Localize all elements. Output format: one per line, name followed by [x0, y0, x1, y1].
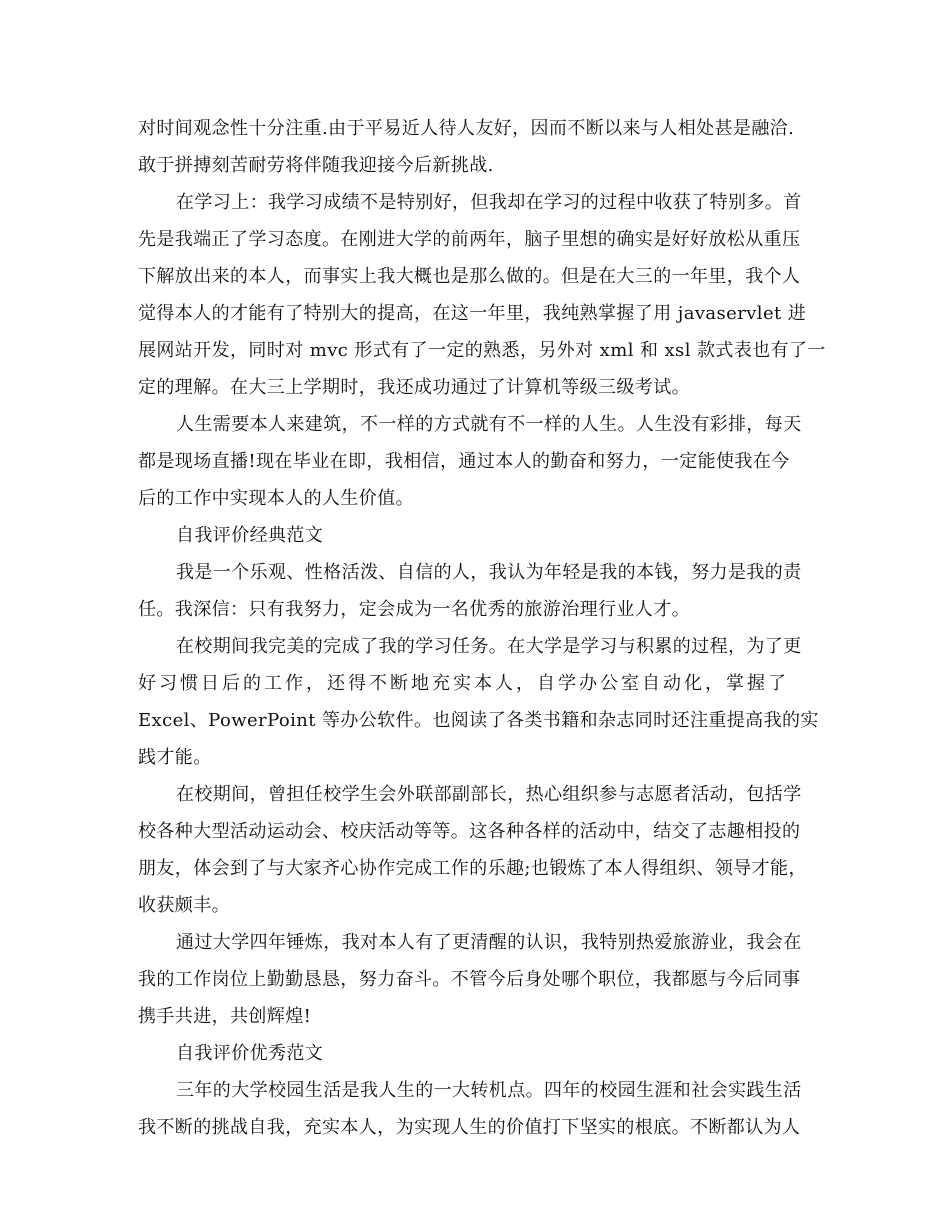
- text-line: 定的理解。在大三上学期时，我还成功通过了计算机等级三级考试。: [138, 377, 690, 398]
- text-line: 人生需要本人来建筑，不一样的方式就有不一样的人生。人生没有彩排，每天: [176, 414, 802, 435]
- text-line: 携手共进，共创辉煌!: [138, 1006, 312, 1027]
- text-line: 通过大学四年锤炼，我对本人有了更清醒的认识，我特别热爱旅游业，我会在: [176, 932, 802, 953]
- text-line: 我不断的挑战自我，充实本人，为实现人生的价值打下坚实的根底。不断都认为人: [138, 1117, 801, 1138]
- text-line: 我的工作岗位上勤勤恳恳，努力奋斗。不管今后身处哪个职位，我都愿与今后同事: [138, 969, 801, 990]
- text-line: 朋友，体会到了与大家齐心协作完成工作的乐趣;也锻炼了本人得组织、领导才能，: [138, 858, 807, 879]
- text-line: 任。我深信：只有我努力，定会成为一名优秀的旅游治理行业人才。: [138, 599, 690, 620]
- section-heading: 自我评价经典范文: [176, 525, 324, 546]
- section-heading: 自我评价优秀范文: [176, 1043, 324, 1064]
- text-line: 展网站开发，同时对 mvc 形式有了一定的熟悉，另外对 xml 和 xsl 款式表也有了一: [138, 340, 826, 361]
- text-line: 在校期间，曾担任校学生会外联部副部长，热心组织参与志愿者活动，包括学: [176, 784, 802, 805]
- text-line: 我是一个乐观、性格活泼、自信的人，我认为年轻是我的本钱，努力是我的责: [176, 562, 802, 583]
- text-line: 先是我端正了学习态度。在刚进大学的前两年，脑子里想的确实是好好放松从重压: [138, 229, 801, 250]
- text-line: 践才能。: [138, 747, 212, 768]
- text-line: 觉得本人的才能有了特别大的提高，在这一年里，我纯熟掌握了用 javaservlet 进: [138, 303, 807, 324]
- text-line: 都是现场直播!现在毕业在即，我相信，通过本人的勤奋和努力，一定能使我在今: [138, 451, 790, 472]
- text-line: Excel、PowerPoint 等办公软件。也阅读了各类书籍和杂志同时还注重提高我的实: [138, 710, 819, 731]
- text-line: 对时间观念性十分注重.由于平易近人待人友好，因而不断以来与人相处甚是融洽.: [138, 118, 795, 139]
- text-line: 好习惯日后的工作，还得不断地充实本人，自学办公室自动化，掌握了: [138, 673, 789, 694]
- text-line: 后的工作中实现本人的人生价值。: [138, 488, 414, 509]
- text-line: 在学习上：我学习成绩不是特别好，但我却在学习的过程中收获了特别多。首: [176, 192, 802, 213]
- text-line: 在校期间我完美的完成了我的学习任务。在大学是学习与积累的过程，为了更: [176, 636, 802, 657]
- text-line: 收获颇丰。: [138, 895, 230, 916]
- text-line: 三年的大学校园生活是我人生的一大转机点。四年的校园生涯和社会实践生活: [176, 1080, 802, 1101]
- text-line: 校各种大型活动运动会、校庆活动等等。这各种各样的活动中，结交了志趣相投的: [138, 821, 801, 842]
- text-line: 下解放出来的本人，而事实上我大概也是那么做的。但是在大三的一年里，我个人: [138, 266, 801, 287]
- text-line: 敢于拼搏刻苦耐劳将伴随我迎接今后新挑战.: [138, 155, 494, 176]
